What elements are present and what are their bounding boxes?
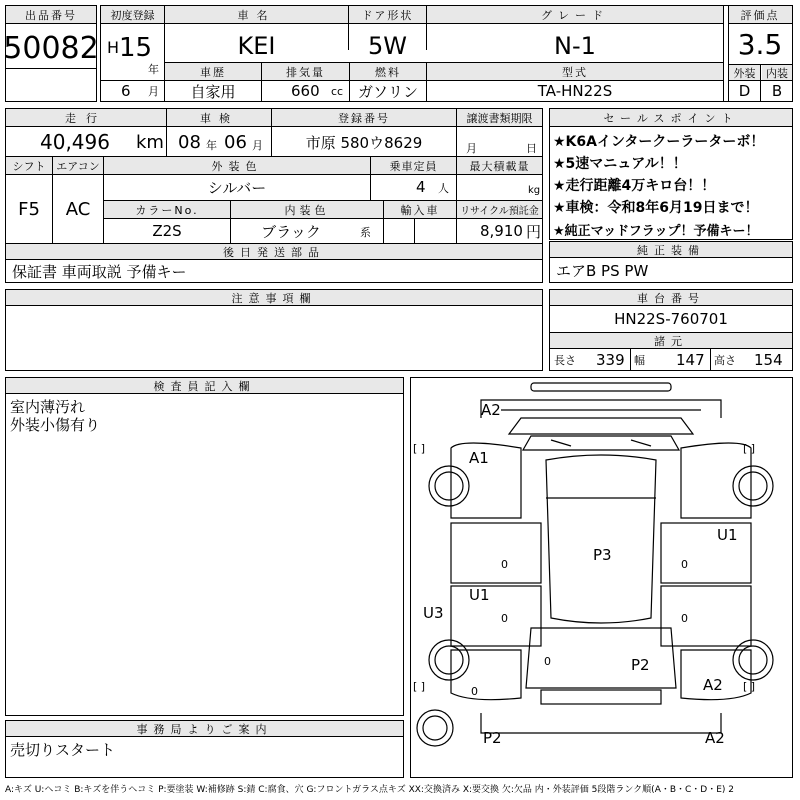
fuel-label: 燃料 — [350, 63, 426, 80]
inspector-label: 検査員記入欄 — [6, 378, 403, 393]
registration-number: 市原 580ウ8629 — [305, 133, 423, 152]
model: TA-HN22S — [537, 82, 613, 100]
equipment-label: 純正装備 — [550, 242, 792, 257]
zero-mark: 0 — [501, 557, 508, 571]
damage-mark-u3: U3 — [423, 604, 444, 622]
model-label: 型式 — [427, 63, 723, 80]
office-message: 売切りスタート — [10, 740, 116, 759]
capacity: 4 — [416, 178, 426, 196]
sales-point: ★純正マッドフラップ！予備キー！ — [553, 223, 759, 239]
shift-label: シフト — [6, 157, 52, 174]
ext-color-label: 外装色 — [104, 157, 370, 174]
first-reg-label: 初度登録 — [101, 6, 164, 23]
zero-mark: 0 — [681, 611, 688, 625]
lot-number-box — [5, 5, 97, 102]
damage-mark-a1: A1 — [469, 449, 489, 467]
damage-mark-a2: A2 — [703, 676, 723, 694]
inspector-box — [5, 377, 404, 716]
capacity-label: 乗車定員 — [371, 157, 456, 174]
displacement-label: 排気量 — [262, 63, 349, 80]
car-name: KEI — [237, 32, 276, 60]
int-color-label: 内装色 — [231, 201, 383, 218]
office-label: 事務局よりご案内 — [6, 721, 403, 736]
exterior-label: 外装 — [729, 65, 760, 80]
deadline-label: 譲渡書類期限 — [457, 109, 542, 126]
recycle-fee: 8,910 — [480, 222, 523, 240]
damage-mark-a2: A2 — [705, 729, 725, 747]
sales-point: ★車検：令和8年6月19日まで！ — [553, 200, 759, 216]
bracket-mark: [ ] — [743, 679, 756, 693]
int-color: ブラック — [261, 222, 321, 241]
zero-mark: 0 — [544, 654, 551, 668]
km-unit: km — [136, 131, 164, 153]
height: 154 — [754, 350, 783, 369]
lot-number: 50082 — [3, 30, 99, 66]
history: 自家用 — [190, 82, 236, 101]
reg-year: 15 — [119, 33, 153, 63]
lot-number-label: 出品番号 — [6, 6, 96, 23]
exterior-grade: D — [738, 82, 751, 100]
era-letter: H — [107, 37, 120, 57]
sales-point: ★走行距離4万キロ台！！ — [553, 178, 716, 194]
sales-points-label: セールスポイント — [550, 109, 792, 126]
length: 339 — [596, 350, 625, 369]
displacement: 660 — [291, 82, 320, 100]
bracket-mark: [ ] — [413, 441, 426, 455]
spec-table — [5, 108, 543, 283]
door-label: ドア形状 — [349, 6, 426, 23]
color-no-label: カラーNo. — [104, 201, 230, 218]
inspection-month: 06 — [224, 131, 247, 153]
reg-month: 6 — [121, 82, 131, 100]
zero-mark: 0 — [681, 557, 688, 571]
inspector-note: 室内薄汚れ — [10, 397, 86, 416]
cc-unit: cc — [331, 84, 344, 98]
office-box — [5, 720, 404, 778]
bracket-mark: [ ] — [413, 679, 426, 693]
equipment: エアB PS PW — [556, 261, 649, 280]
main-header-box — [100, 5, 793, 102]
mileage-label: 走行 — [6, 109, 166, 126]
grade: N-1 — [554, 32, 596, 60]
width-label: 幅 — [634, 354, 645, 367]
damage-mark-u1: U1 — [469, 586, 490, 604]
color-no: Z2S — [152, 222, 182, 240]
recycle-label: リサイクル預託金 — [457, 201, 542, 218]
ext-color: シルバー — [207, 178, 267, 197]
month-unit: 月 — [148, 85, 159, 98]
car-name-label: 車名 — [165, 6, 348, 23]
max-load-label: 最大積載量 — [457, 157, 542, 174]
fuel: ガソリン — [357, 82, 418, 101]
reg-no-label: 登録番号 — [272, 109, 456, 126]
kg-unit: kg — [528, 184, 541, 196]
chassis-number: HN22S-760701 — [614, 310, 728, 328]
equipment-box — [549, 241, 793, 283]
damage-diagram — [410, 377, 793, 778]
sales-point: ★K6Aインタークーラーターボ！ — [553, 134, 765, 150]
door-type: 5W — [368, 32, 407, 60]
length-label: 長さ — [554, 354, 576, 367]
score-label: 評価点 — [728, 6, 792, 23]
chassis-box — [549, 289, 793, 371]
height-label: 高さ — [714, 354, 736, 367]
car-outline — [411, 378, 792, 777]
chassis-label: 車台番号 — [550, 290, 792, 305]
damage-mark-p2: P2 — [483, 729, 502, 747]
sales-points-box — [549, 108, 793, 240]
grade-label: グレード — [427, 6, 723, 23]
damage-mark-u1: U1 — [717, 526, 738, 544]
notes-box — [5, 289, 543, 371]
sales-point: ★5速マニュアル！！ — [553, 156, 687, 172]
deadline-day: 日 — [526, 142, 537, 155]
aircon: AC — [65, 198, 91, 220]
inspection-month-unit: 月 — [252, 139, 263, 152]
interior-grade: B — [771, 82, 783, 100]
aircon-label: エアコン — [53, 157, 103, 174]
dims-label: 諸元 — [550, 333, 792, 348]
mileage: 40,496 — [40, 130, 110, 154]
width: 147 — [676, 350, 705, 369]
damage-mark-p2: P2 — [631, 656, 650, 674]
inspection-label: 車検 — [167, 109, 271, 126]
inspection-year-unit: 年 — [206, 139, 217, 152]
inspector-note: 外装小傷有り — [10, 415, 101, 434]
import-label: 輸入車 — [384, 201, 456, 218]
zero-mark: 0 — [501, 611, 508, 625]
later-parts: 保証書 車両取説 予備キー — [12, 262, 187, 281]
person-unit: 人 — [438, 182, 449, 195]
legend: A:キズ U:ヘコミ B:キズを伴うヘコミ P:要塗装 W:補修跡 S:錆 C:腐食、穴 G:フロントガラス点キズ XX:交換済み X:要交換 欠:欠品 内・外装評価 5段階ランク順(A・B・C・D・E) 2 — [5, 784, 735, 795]
year-unit: 年 — [148, 63, 159, 76]
shift: F5 — [18, 198, 40, 220]
bracket-mark: [ ] — [743, 441, 756, 455]
later-parts-label: 後日発送部品 — [6, 244, 542, 259]
kei-suffix: 系 — [360, 226, 371, 239]
notes-label: 注意事項欄 — [6, 290, 542, 305]
inspection-year: 08 — [178, 131, 201, 153]
history-label: 車歴 — [165, 63, 261, 80]
yen-unit: 円 — [526, 222, 542, 241]
zero-mark: 0 — [471, 684, 478, 698]
interior-label: 内装 — [762, 65, 792, 80]
damage-mark-a2: A2 — [481, 401, 501, 419]
damage-mark-p3: P3 — [593, 546, 612, 564]
deadline-month: 月 — [466, 142, 477, 155]
score: 3.5 — [737, 27, 783, 61]
